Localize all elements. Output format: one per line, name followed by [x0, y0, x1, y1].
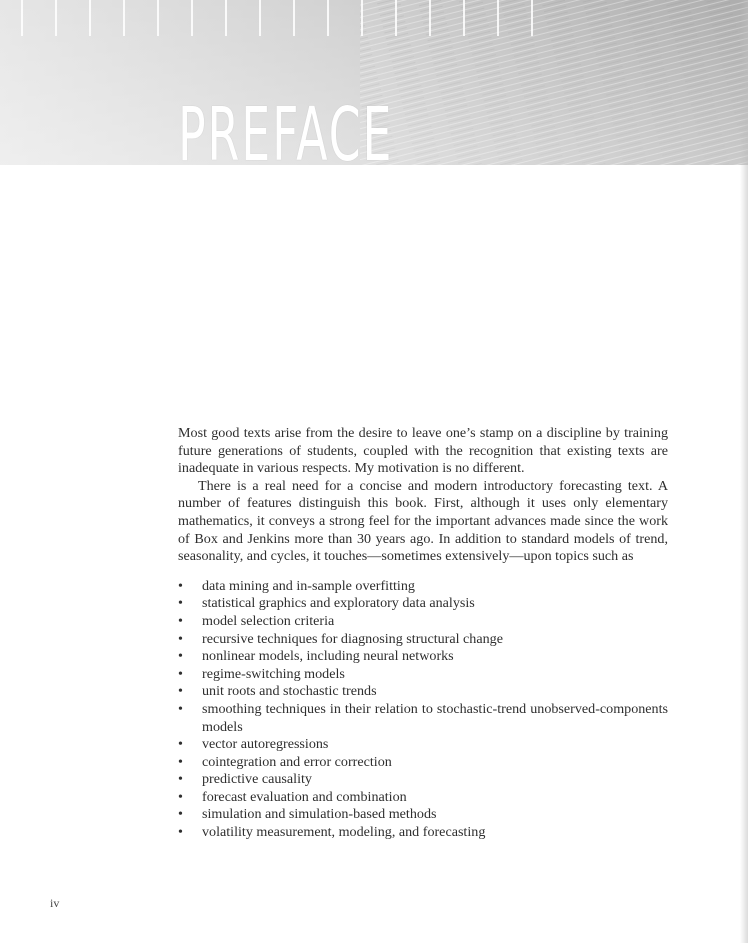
header-tick-marks	[0, 0, 560, 40]
list-item-text: vector autoregressions	[202, 736, 329, 753]
list-item-text: model selection criteria	[202, 612, 335, 629]
list-item	[178, 578, 668, 596]
list-item-text: predictive causality	[202, 771, 312, 788]
list-item-text: volatility measurement, modeling, and forecasting	[202, 824, 486, 841]
page-number: iv	[50, 896, 60, 910]
list-item-text: simulation and simulation-based methods	[202, 806, 437, 823]
list-item	[178, 806, 668, 824]
preface-header-band	[0, 0, 748, 165]
list-item	[178, 595, 668, 613]
bullet-icon: •	[178, 577, 183, 594]
bullet-icon: •	[178, 665, 183, 682]
list-item-text: data mining and in-sample overfitting	[202, 577, 415, 594]
list-item	[178, 648, 668, 666]
page-title: PREFACE	[178, 92, 394, 165]
bullet-icon: •	[178, 806, 183, 823]
list-item-text: cointegration and error correction	[202, 753, 392, 770]
list-item-text: recursive techniques for diagnosing structural change	[202, 630, 503, 647]
list-item-text: nonlinear models, including neural networks	[202, 648, 454, 665]
list-item-text: unit roots and stochastic trends	[202, 683, 377, 700]
bullet-icon: •	[178, 771, 183, 788]
topics-list	[178, 578, 668, 842]
preface-body	[178, 425, 668, 842]
list-item	[178, 631, 668, 649]
list-item	[178, 701, 668, 736]
bullet-icon: •	[178, 648, 183, 665]
list-item	[178, 824, 668, 842]
list-item-text: forecast evaluation and combination	[202, 788, 407, 805]
bullet-icon: •	[178, 630, 183, 647]
bullet-icon: •	[178, 612, 183, 629]
bullet-icon: •	[178, 753, 183, 770]
page-binding-shadow	[740, 0, 748, 943]
list-item	[178, 666, 668, 684]
list-item	[178, 789, 668, 807]
bullet-icon: •	[178, 736, 183, 753]
list-item	[178, 613, 668, 631]
features-paragraph: There is a real need for a concise and modern introductory forecasting text. A number of features distinguish this book. First, although it uses only elementary mathematics, it conveys a strong feel for the important advances made since the work of Box and Jenkins more than 30 years ago. In addition to standard models of trend, seasonality, and cycles, it touches—sometimes extensively—upon topics such as	[178, 477, 668, 565]
list-item-text: statistical graphics and exploratory data analysis	[202, 595, 475, 612]
bullet-icon: •	[178, 595, 183, 612]
bullet-icon: •	[178, 700, 183, 717]
list-item	[178, 683, 668, 701]
bullet-icon: •	[178, 683, 183, 700]
list-item-text: smoothing techniques in their relation to stochastic-trend unobserved-components models	[202, 700, 668, 735]
list-item	[178, 736, 668, 754]
list-item	[178, 754, 668, 772]
list-item-text: regime-switching models	[202, 665, 345, 682]
bullet-icon: •	[178, 788, 183, 805]
list-item	[178, 771, 668, 789]
intro-paragraph: Most good texts arise from the desire to leave one’s stamp on a discipline by training future generations of students, coupled with the recognition that existing texts are inadequate in various respects. My motivation is no different.	[178, 425, 668, 477]
bullet-icon: •	[178, 824, 183, 841]
